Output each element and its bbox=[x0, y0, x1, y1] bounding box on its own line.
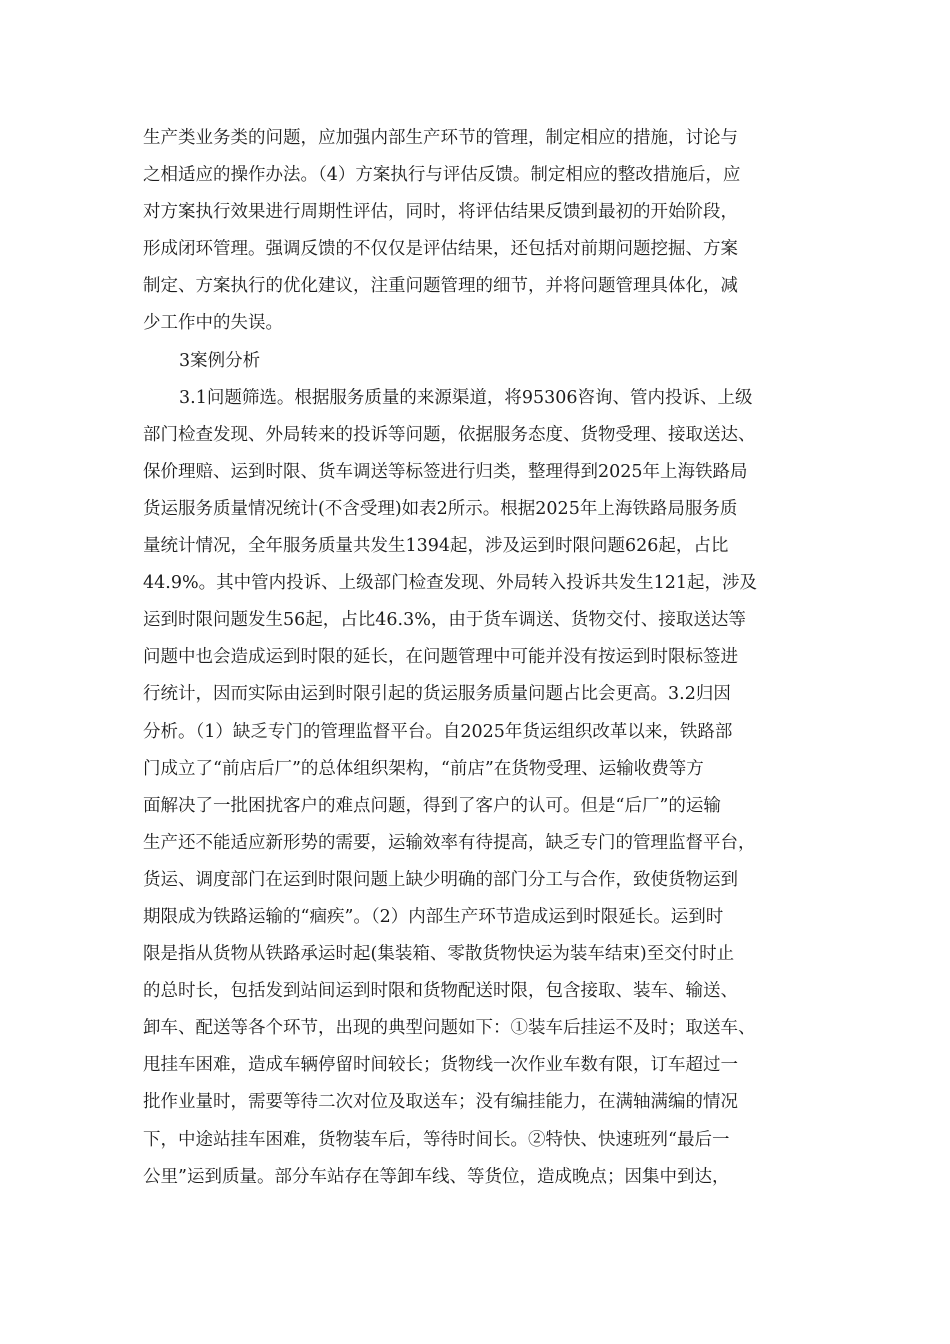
text-line: 公里”运到质量。部分车站存在等卸车线、等货位，造成晚点；因集中到达， bbox=[143, 1166, 730, 1187]
text-line: 限是指从货物从铁路承运时起(集装箱、零散货物快运为装车结束)至交付时止 bbox=[143, 944, 735, 965]
text-line: 运到时限问题发生56起，占比46.3%，由于货车调送、货物交付、接取送达等 bbox=[143, 610, 746, 631]
text-line: 甩挂车困难，造成车辆停留时间较长；货物线一次作业车数有限，订车超过一 bbox=[143, 1055, 738, 1076]
text-line: 行统计，因而实际由运到时限引起的货运服务质量问题占比会更高。3.2归因 bbox=[143, 684, 731, 705]
text-line: 保价理赔、运到时限、货车调送等标签进行归类，整理得到2025年上海铁路局 bbox=[143, 461, 748, 482]
text-line: 下，中途站挂车困难，货物装车后，等待时间长。②特快、快速班列“最后一 bbox=[143, 1129, 730, 1150]
text-line: 货运、调度部门在运到时限问题上缺少明确的部门分工与合作，致使货物运到 bbox=[143, 869, 738, 890]
text-line: 44.9%。其中管内投诉、上级部门检查发现、外局转入投诉共发生121起，涉及 bbox=[143, 573, 757, 594]
text-line: 卸车、配送等各个环节，出现的典型问题如下：①装车后挂运不及时；取送车、 bbox=[143, 1018, 756, 1039]
paragraph-first-line: 3.1问题筛选。根据服务质量的来源渠道，将95306咨询、管内投诉、上级 bbox=[179, 387, 753, 408]
text-line: 分析。（1）缺乏专门的管理监督平台。自2025年货运组织改革以来，铁路部 bbox=[143, 721, 733, 742]
text-line: 之相适应的操作办法。（4）方案执行与评估反馈。制定相应的整改措施后，应 bbox=[143, 165, 741, 186]
text-line: 生产还不能适应新形势的需要，运输效率有待提高，缺乏专门的管理监督平台， bbox=[143, 832, 756, 853]
document-body bbox=[143, 120, 813, 1196]
text-line: 对方案执行效果进行周期性评估，同时，将评估结果反馈到最初的开始阶段， bbox=[143, 202, 738, 223]
text-line: 量统计情况，全年服务质量共发生1394起，涉及运到时限问题626起，占比 bbox=[143, 536, 729, 557]
text-line: 形成闭环管理。强调反馈的不仅仅是评估结果，还包括对前期问题挖掘、方案 bbox=[143, 239, 738, 260]
text-line: 期限成为铁路运输的“痼疾”。（2）内部生产环节造成运到时限延长。运到时 bbox=[143, 906, 724, 927]
text-line: 制定、方案执行的优化建议，注重问题管理的细节，并将问题管理具体化，减 bbox=[143, 276, 738, 297]
text-line: 面解决了一批困扰客户的难点问题，得到了客户的认可。但是“后厂”的运输 bbox=[143, 795, 721, 816]
text-line: 批作业量时，需要等待二次对位及取送车；没有编挂能力，在满轴满编的情况 bbox=[143, 1092, 738, 1113]
text-line: 生产类业务类的问题，应加强内部生产环节的管理，制定相应的措施，讨论与 bbox=[143, 128, 738, 148]
text-line: 门成立了“前店后厂”的总体组织架构，“前店”在货物受理、运输收费等方 bbox=[143, 758, 704, 779]
section-heading: 3案例分析 bbox=[179, 350, 261, 371]
text-line: 货运服务质量情况统计(不含受理)如表2所示。根据2025年上海铁路局服务质 bbox=[143, 498, 738, 519]
text-line: 问题中也会造成运到时限的延长，在问题管理中可能并没有按运到时限标签进 bbox=[143, 647, 738, 668]
text-line: 部门检查发现、外局转来的投诉等问题，依据服务态度、货物受理、接取送达、 bbox=[143, 424, 756, 445]
text-line: 少工作中的失误。 bbox=[143, 313, 283, 334]
text-line: 的总时长，包括发到站间运到时限和货物配送时限，包含接取、装车、输送、 bbox=[143, 981, 738, 1002]
